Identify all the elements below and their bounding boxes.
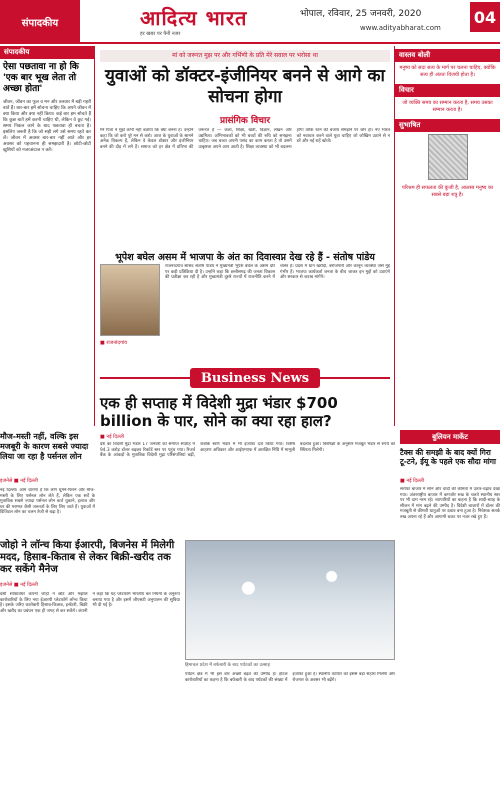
market-byline: ■ नई दिल्ली: [400, 478, 425, 484]
website-link[interactable]: www.adityabharat.com: [360, 24, 441, 32]
bullion-market-label: बुलियन मार्केट: [400, 430, 500, 444]
zoho-body: देसी सॉफ्टवेयर कंपनी जोहो ने छोटे और मझोले कारोबारियों के लिए नया ईआरपी प्लेटफॉर्म लॉन्च किया है। इसके जरिए कारोबारी हिसाब-किताब, इन्वेंटरी, बिक्री और खरीद का प्रबंधन एक ही जगह से कर सकेंगे। कंपनी ने कहा कि यह प्लेटफॉर्म भारतीय कर नियमों के अनुरूप बनाया गया है और इसमें जीएसटी अनुपालन की सुविधा भी दी गई है।: [0, 592, 180, 614]
sidebar-box3-text: परिश्रम ही सफलता की कुंजी है, आलस्य मनुष्य का सबसे बड़ा शत्रु है।: [401, 185, 494, 198]
editorial-label: संपादकीय: [0, 46, 94, 59]
snowfall-caption: हिमाचल प्रदेश में बर्फबारी के बाद पर्यटकों का उत्साह: [185, 663, 270, 668]
page-number: 04: [470, 2, 500, 32]
story2-body: राजनांदगांव सांसद संतोष पांडेय ने मुख्यमंत्री भूपेश बघेल के असम दौरे पर कड़ी प्रतिक्रिया दी है। उन्होंने कहा कि छत्तीसगढ़ की जनता विकास की प्रतीक्षा कर रही है और मुख्यमंत्री दूसरे राज्यों में राजनीति करने में व्यस्त हैं। प्रदेश में धान खरीदी, बेरोजगारी और कानून व्यवस्था जैसे मुद्दे गंभीर हैं। भाजपा कार्यकर्ता जनता के बीच जाकर इन मुद्दों को उठाएंगे और सरकार से जवाब मांगेंगे।: [165, 264, 390, 281]
logo-tagline: हर खबर पर पैनी नजर: [140, 31, 181, 37]
zoho-byline: इजनेसे ■ नई दिल्ली: [0, 582, 38, 588]
editorial-column: [0, 46, 95, 426]
newspaper-logo[interactable]: [140, 4, 290, 38]
main-subhead: प्रासंगिक विचार: [219, 116, 271, 126]
kicker-line: मां को जरूरत मुझ पर और गर्भिणी के प्रति मेरे सवाल पर भरोसा था: [100, 50, 390, 62]
forex-body: देश का विदेशी मुद्रा भंडार 17 जनवरी को समाप्त सप्ताह में 94.3 करोड़ डॉलर बढ़कर रिकॉर्ड स्तर पर पहुंच गया। रिजर्व बैंक के आंकड़ों के मुताबिक विदेशी मुद्रा परिसंपत्तियां बढ़ीं, जबकि स्वर्ण भंडार में भी इजाफा दर्ज किया गया। विशेष आहरण अधिकार और आईएमएफ में आरक्षित निधि में मामूली बदलाव हुआ। विशेषज्ञों के अनुसार मजबूत भंडार से रुपये को स्थिरता मिलेगी।: [100, 442, 395, 459]
sidebar-box1-head: वास्तव बोली: [395, 49, 500, 62]
market-headline[interactable]: टैक्स की समझी के बाद क्यों गिरा टू-टने, ईयू के पहले एक सौदा मांगा: [400, 448, 496, 466]
main-headline[interactable]: युवाओं को डॉक्टर-इंजीनियर बनने से आगे का सोचना होगा: [105, 66, 385, 107]
loan-story-body: नई दिल्ली। आम धारणा है कि लोग घूमने-फिरने और मौज-मस्ती के लिए पर्सनल लोन लेते हैं, लेकिन एक सर्वे के मुताबिक सबसे ज्यादा पर्सनल लोन कर्ज चुकाने, इलाज और घर की मरम्मत जैसी जरूरतों के लिए लिए जाते हैं। युवाओं में डिजिटल लोन का चलन तेजी से बढ़ा है।: [0, 488, 95, 516]
story2-headline[interactable]: भूपेश बघेल असम में भाजपा के अंत का दिवास्वप्न देख रहे हैं - संतोष पांडेय: [115, 252, 375, 263]
tourism-body: पर्यटन क्षेत्र में भी इस बार अच्छी बढ़त की उम्मीद है। होटल कारोबारियों का कहना है कि बर्फबारी के बाद पर्यटकों की संख्या में इजाफा हुआ है। स्थानीय व्यापार को इससे बड़ा सहारा मिलेगा और रोजगार के अवसर भी बढ़ेंगे।: [185, 672, 395, 683]
section-tag: संपादकीय: [0, 0, 80, 44]
loan-story-byline: इजनेसे ■ नई दिल्ली: [0, 478, 38, 484]
editorial-headline[interactable]: ऐसा पछतावा ना हो कि 'एक बार भूख लेता तो अच्छा होता': [3, 62, 79, 94]
sidebar-box2-text: जो व्यक्ति समय का सम्मान करता है, समय उसका सम्मान करता है।: [402, 100, 493, 113]
forex-byline: ■ नई दिल्ली: [100, 434, 125, 440]
sidebar-box3-head: सुभाषित: [395, 119, 500, 132]
loan-story-headline[interactable]: मौज-मस्ती नहीं, वल्कि इस मजबूरी के कारण सबसे ज्यादा लिया जा रहा है पर्सनल लोन: [0, 432, 89, 461]
sidebar-box2-head: विचार: [395, 84, 500, 97]
editorial-body: जीवन, जीवन का फूल व मन और तलवार में बड़ी गहरी बातें हैं। बार-बार हमें सोचना चाहिए कि अपने जीवन में क्या किया और क्या नहीं किया। कई बार हम सोचते हैं कि कुछ बातें हमें करनी चाहिए थी, लेकिन वे छूट गई। समय निकल जाने के बाद पछतावा ही बचता है। इसलिए जरूरी है कि जो सही लगे उसे समय रहते कर लें। जीवन में अवसर बार-बार नहीं आते और हर अवसर को पहचानना ही समझदारी है। छोटी-छोटी खुशियों को नजरअंदाज न करें।: [3, 100, 91, 153]
snowfall-photo: [185, 540, 395, 660]
right-sidebar: [394, 46, 500, 426]
logo-word: आदित्य भारत: [140, 6, 248, 30]
main-article-body: मेरे पिता ने मुझे कभी नहीं बताया कि क्या बनना है। उन्होंने कहा कि जो करो पूरे मन से करो। आज के युवाओं के सामने अनेक विकल्प हैं, लेकिन वे केवल डॉक्टर और इंजीनियर बनने की दौड़ में लगे हैं। समाज को हर क्षेत्र में प्रतिभा की जरूरत है — कला, शिक्षा, खेती, विज्ञान, लेखन और उद्यमिता। अभिभावकों को भी बच्चों की रुचि को समझना चाहिए। जब बच्चा अपनी पसंद का काम करता है तो उसमें उत्कृष्टता अपने आप आती है। शिक्षा व्यवस्था को भी बदलना होगा ताकि रटने की बजाय समझने पर जोर हो। नए भारत को नवाचार करने वाले युवा चाहिए जो जोखिम उठाने से न डरें और नई राहें खोजें।: [100, 128, 390, 150]
dateline: भोपाल, रविवार, 25 जनवरी, 2020: [300, 9, 422, 19]
business-news-banner: Business News: [190, 368, 320, 388]
zoho-headline[interactable]: जोहो ने लॉन्च किया ईआरपी, बिजनेस में मिलेगी मदद, हिसाब-किताब से लेकर बिक्री-खरीद तक कर सकेंगे मैनेज: [0, 540, 175, 575]
forex-headline[interactable]: एक ही सप्ताह में विदेशी मुद्रा भंडार $700 billion के पार, सोने का क्या रहा हाल?: [100, 394, 338, 430]
sidebar-box1-text: मनुष्य को सदा सत्य के मार्ग पर चलना चाहिए, क्योंकि सत्य ही अंततः विजयी होता है।: [399, 65, 496, 78]
market-body: सर्राफा बाजार में सोने और चांदी की कीमतों में उतार-चढ़ाव देखा गया। अंतरराष्ट्रीय बाजार में कमजोर रुख के चलते स्थानीय स्तर पर भी दाम नरम रहे। व्यापारियों का कहना है कि शादी-ब्याह के सीजन में मांग बढ़ने की उम्मीद है। विदेशी बाजारों में डॉलर की मजबूती से कीमती धातुओं पर दबाव बना हुआ है। निवेशक सतर्क रुख अपना रहे हैं और आगामी बजट पर नजर रखे हुए हैं।: [400, 487, 500, 520]
story2-byline: ■ राजनांदगांव: [100, 340, 127, 346]
portrait-photo: [100, 264, 160, 336]
thinker-portrait: [428, 134, 468, 180]
